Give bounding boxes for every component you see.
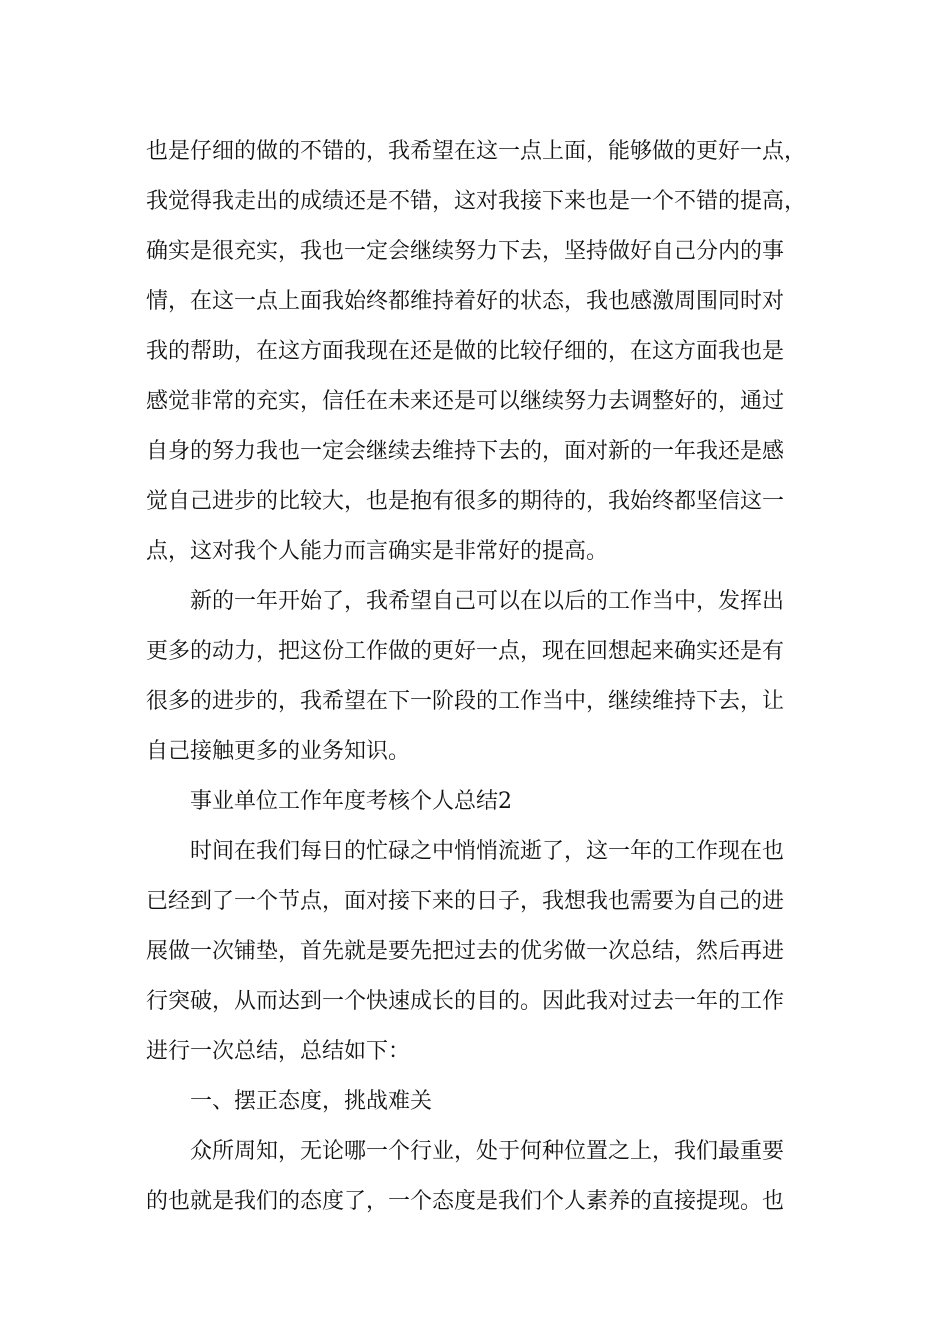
text-line: 点，这对我个人能力而言确实是非常好的提高。 (146, 539, 609, 564)
text-line: 更多的动力，把这份工作做的更好一点，现在回想起来确实还是有 (146, 639, 785, 664)
text-line: 我觉得我走出的成绩还是不错，这对我接下来也是一个不错的提高， (146, 189, 807, 214)
paragraph-start: 新的一年开始了，我希望自己可以在以后的工作当中，发挥出 (190, 589, 785, 614)
text-line: 很多的进步的，我希望在下一阶段的工作当中，继续维持下去，让 (146, 689, 785, 714)
text-line: 已经到了一个节点，面对接下来的日子，我想我也需要为自己的进 (146, 889, 785, 914)
text-line: 的也就是我们的态度了，一个态度是我们个人素养的直接提现。也 (146, 1189, 785, 1214)
text-line: 我的帮助，在这方面我现在还是做的比较仔细的，在这方面我也是 (146, 339, 785, 364)
text-line: 行突破，从而达到一个快速成长的目的。因此我对过去一年的工作 (146, 989, 785, 1014)
text-line: 也是仔细的做的不错的，我希望在这一点上面，能够做的更好一点， (146, 139, 807, 164)
text-line: 情，在这一点上面我始终都维持着好的状态，我也感激周围同时对 (146, 289, 785, 314)
text-line: 自己接触更多的业务知识。 (146, 739, 411, 764)
text-line: 感觉非常的充实，信任在未来还是可以继续努力去调整好的，通过 (146, 389, 785, 414)
text-line: 确实是很充实，我也一定会继续努力下去，坚持做好自己分内的事 (146, 239, 785, 264)
text-line: 觉自己进步的比较大，也是抱有很多的期待的，我始终都坚信这一 (146, 489, 785, 514)
paragraph-start: 众所周知，无论哪一个行业，处于何种位置之上，我们最重要 (190, 1139, 785, 1164)
text-line: 展做一次铺垫，首先就是要先把过去的优劣做一次总结，然后再进 (146, 939, 785, 964)
paragraph-start: 时间在我们每日的忙碌之中悄悄流逝了，这一年的工作现在也 (190, 839, 785, 864)
section-heading: 事业单位工作年度考核个人总结2 (190, 789, 512, 814)
text-line: 进行一次总结，总结如下： (146, 1039, 411, 1064)
text-line: 自身的努力我也一定会继续去维持下去的，面对新的一年我还是感 (146, 439, 785, 464)
subsection-heading: 一、摆正态度，挑战难关 (190, 1089, 433, 1114)
